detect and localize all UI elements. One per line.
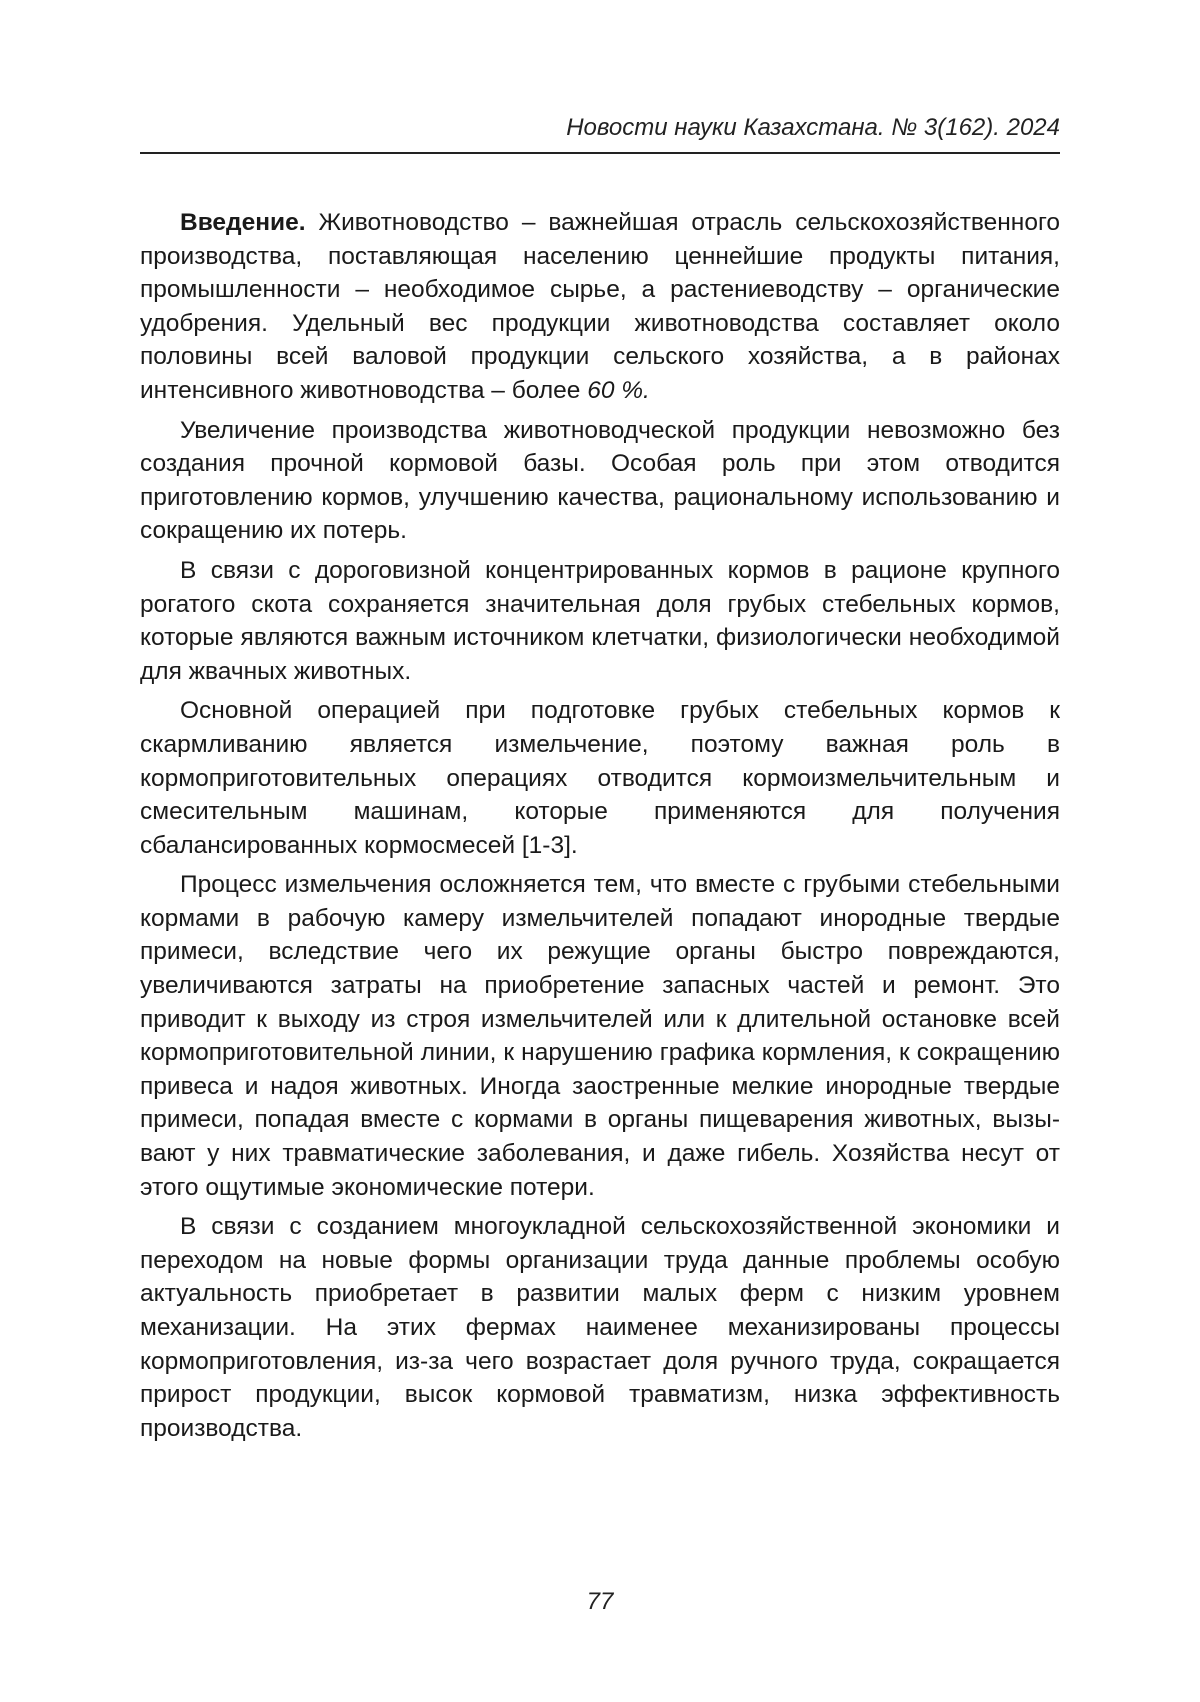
paragraph-introduction	[140, 206, 1060, 408]
paragraph-impurities: Процесс измельчения осложняется тем, что вместе с грубыми стебельными кормами в рабочую камеру измельчителей попадают инородные твердые примеси, вследствие чего их режущие органы быстро повреждаются, увеличиваются затраты на приобретение запасных частей и ремонт. Это приводит к выходу из строя измельчителей или к длительной остановке всей кормоприготовительной линии, к нарушению графика кормления, к сокращению привеса и надоя животных. Иногда заостренные мелкие инородные твердые примеси, попадая вместе с кормами в органы пищеварения животных, вызывают у них травматические заболевания, и даже гибель. Хозяйства несут от этого ощутимые экономические потери.	[140, 871, 1060, 1201]
running-header: Новости науки Казахстана. № 3(162). 2024	[566, 114, 1060, 141]
paragraph-grinding: Основной операцией при подготовке грубых стебельных кормов к скармливанию является измельчение, поэтому важная роль в кормоприготовительных операциях отводится кормоизмельчительным и смесительным машинам, которые применяются для получения сбалансированных кормосмесей [1-3].	[140, 697, 1060, 859]
article-body	[140, 206, 1060, 1451]
introduction-heading: Введение.	[180, 209, 306, 236]
paragraph-feed-base: Увеличение производства животноводческой продукции невозможно без создания прочной кормовой базы. Особая роль при этом отводится приготовлению кормов, улучшению качества, рациональному использованию и сокращению их потерь.	[140, 416, 1060, 545]
paragraph-small-farms: В связи с созданием многоукладной сельскохозяйственной экономики и переходом на новые формы организации труда данные проблемы особую актуальность приобретает в развитии малых ферм с низким уровнем механизации. На этих фермах наименее механизированы процессы кормоприготовления, из-за чего возрастает доля ручного труда, сокращается прирост продукции, высок кормовой травматизм, низка эффективность производства.	[140, 1213, 1060, 1442]
paragraph-italic-tail: 60 %.	[587, 376, 650, 404]
paragraph-text: Животноводство – важнейшая отрасль сельскохозяйственного производства, поставляющая населению ценнейшие продукты питания, промышленности – необходимое сырье, а растениеводству – органические удобрения. Удельный вес продукции животноводства составляет около половины всей валовой продукции сельского хозяйства, а в районах интенсивного животноводства – более	[140, 209, 1060, 404]
page-number: 77	[586, 1588, 614, 1615]
header-divider	[140, 152, 1060, 154]
paragraph-roughage: В связи с дороговизной концентрированных кормов в рационе крупного рогатого скота сохраняется значительная доля грубых стебельных кормов, которые являются важным источником клетчатки, физиологически необходимой для жвачных животных.	[140, 556, 1060, 685]
